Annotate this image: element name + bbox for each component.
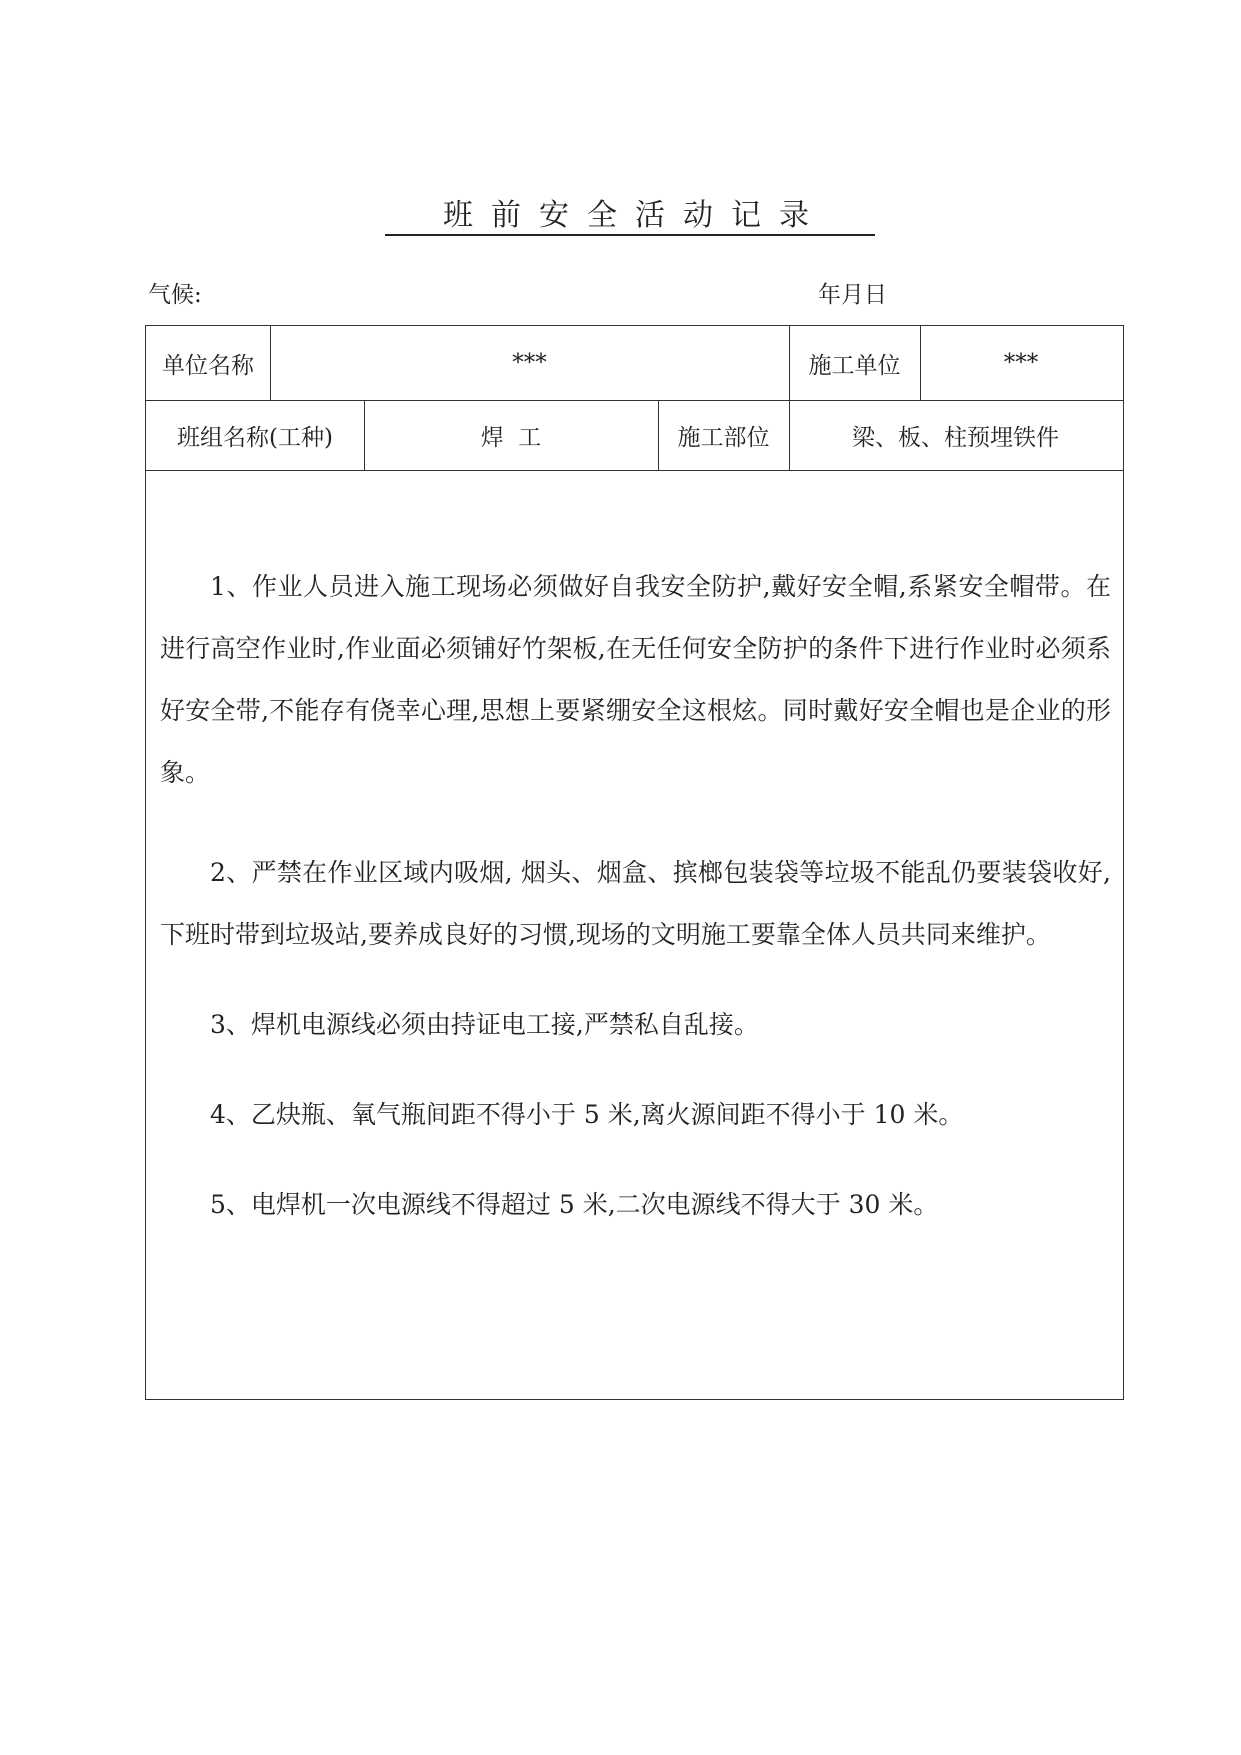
unit-name-label: 单位名称: [162, 352, 254, 379]
safety-item-3: 3、焊机电源线必须由持证电工接,严禁私自乱接。: [210, 1010, 759, 1039]
unit-name-value: ***: [512, 350, 547, 376]
team-name-value: 焊 工: [480, 425, 542, 451]
date-label: 年月日: [818, 282, 887, 308]
construction-unit-label: 施工单位: [808, 352, 901, 379]
table-row: [146, 401, 1123, 471]
construction-part-label: 施工部位: [677, 425, 770, 451]
document-title: 班前安全活动记录: [385, 196, 875, 236]
safety-content: [146, 471, 1123, 1401]
safety-item-5: 5、电焊机一次电源线不得超过 5 米,二次电源线不得大于 30 米。: [210, 1190, 939, 1219]
team-name-label: 班组名称(工种): [177, 425, 333, 451]
table-row: [146, 326, 1123, 401]
activity-record-table: [145, 325, 1124, 1400]
weather-label: 气候:: [148, 282, 202, 308]
safety-item-1: 1、作业人员进入施工现场必须做好自我安全防护,戴好安全帽,系紧安全帽带。在进行高空作业时,作业面必须铺好竹架板,在无任何安全防护的条件下进行作业时必须系好安全带,不能存有侥幸心理,思想上要紧绷安全这根炫。同时戴好安全帽也是企业的形象。: [160, 572, 1111, 787]
construction-part-value: 梁、板、柱预埋铁件: [852, 425, 1059, 451]
safety-item-2: 2、严禁在作业区域内吸烟, 烟头、烟盒、摈榔包装袋等垃圾不能乱仍要装袋收好,下班时带到垃圾站,要养成良好的习惯,现场的文明施工要靠全体人员共同来维护。: [160, 858, 1111, 949]
construction-unit-value: ***: [1003, 350, 1039, 376]
safety-item-4: 4、乙炔瓶、氧气瓶间距不得小于 5 米,离火源间距不得小于 10 米。: [210, 1100, 964, 1129]
